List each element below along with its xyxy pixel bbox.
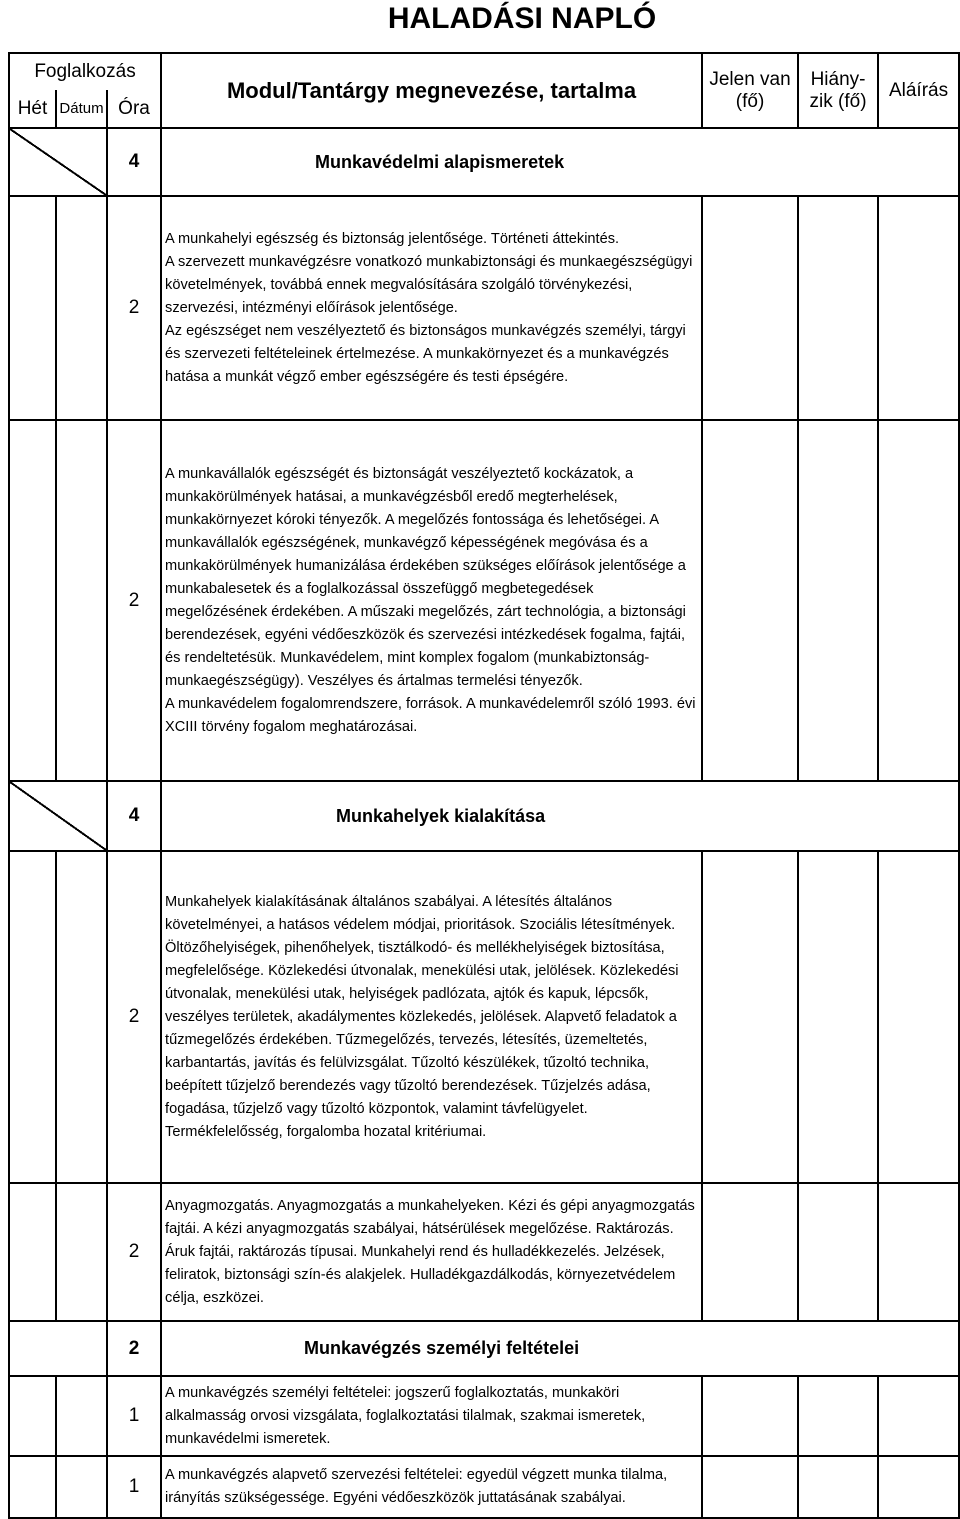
table-row	[9, 1376, 959, 1456]
section-title: Munkavégzés személyi feltételei	[161, 1321, 959, 1376]
header-jelen-van: Jelen van (fő)	[702, 53, 798, 128]
lesson-hours: 2	[107, 1183, 161, 1321]
section-row	[9, 781, 959, 851]
header-foglalkozas: Foglalkozás	[9, 53, 161, 90]
page-title: HALADÁSI NAPLÓ	[387, 2, 657, 35]
header-hianyzik: Hiány- zik (fő)	[798, 53, 878, 128]
table-row	[9, 1456, 959, 1518]
lesson-content: A munkavállalók egészségét és biztonságát veszélyeztető kockázatok, a munkakörülmények hatásai, a munkavégzésből eredő megterhelések, munkakörnyezet kóroki tényezők. A megelőzés fontossága és lehetőségei. A munkavállalók egészségének, munkavégző képességének megóvása és a munkakörülmények humanizálása érdekében szükséges előírások jelentősége a munkabalesetek és a foglalkozással összefüggő megbetegedések megelőzésének érdekében. A műszaki megelőzés, zárt technológia, a biztonsági berendezések, egyéni védőeszközök és szervezési intézkedések fogalma, fajtái, és rendeltetésük. Munkavédelem, mint komplex fogalom (munkabiztonság-munkaegészségügy). Veszélyes és ártalmas termelési tényezők. A munkavédelem fogalomrendszere, források. A munkavédelemről szóló 1993. évi XCIII törvény fogalom meghatározásai.	[161, 420, 702, 781]
diagonal-cell	[9, 781, 107, 851]
lesson-hours: 2	[107, 196, 161, 420]
diagonal-cell	[9, 128, 107, 196]
section-hours: 2	[107, 1321, 161, 1376]
lesson-content: Munkahelyek kialakításának általános szabályai. A létesítés általános követelményei, a hatásos védelem módjai, prioritások. Szociális létesítmények. Öltözőhelyiségek, pihenőhelyek, tisztálkodó- és mellékhelyiségek biztosítása, megfelelősége. Közlekedési útvonalak, menekülési utak, jelölések. Közlekedési útvonalak, menekülési utak, helyiségek padlózata, ajtók és kapuk, lépcsők, veszélyes területek, akadálymentes közlekedés, jelölések. Alapvető feladatok a tűzmegelőzés érdekében. Tűzmegelőzés, tervezés, létesítés, üzemeltetés, karbantartás, javítás és felülvizsgálat. Tűzoltó készülékek, tűzoltó technika, beépített tűzjelző berendezés vagy tűzoltó berendezések. Tűzjelzés adása, fogadása, tűzjelző vagy tűzoltó központok, valamint távfelügyelet. Termékfelelősség, forgalomba hozatal kritériumai.	[161, 851, 702, 1183]
lesson-hours: 1	[107, 1456, 161, 1518]
section-row	[9, 1321, 959, 1376]
header-alairas: Aláírás	[878, 53, 959, 128]
lesson-content: A munkavégzés személyi feltételei: jogszerű foglalkoztatás, munkaköri alkalmasság orvosi vizsgálata, foglalkoztatási tilalmak, szakmai ismeretek, munkavédelmi ismeretek.	[161, 1376, 702, 1456]
header-modul: Modul/Tantárgy megnevezése, tartalma	[161, 53, 702, 128]
table-row	[9, 851, 959, 1183]
lesson-content: Anyagmozgatás. Anyagmozgatás a munkahelyeken. Kézi és gépi anyagmozgatás fajtái. A kézi anyagmozgatás szabályai, hátsérülések megelőzése. Raktározás. Áruk fajtái, raktározás típusai. Munkahelyi rend és hulladékkezelés. Jelzések, feliratok, biztonsági szín-és alakjelek. Hulladékgazdálkodás, környezetvédelem célja, eszközei.	[161, 1183, 702, 1321]
section-hours: 4	[107, 781, 161, 851]
table-row	[9, 1183, 959, 1321]
lesson-content: A munkavégzés alapvető szervezési feltételei: egyedül végzett munka tilalma, irányítás szükségessége. Egyéni védőeszközök juttatásának szabályai.	[161, 1456, 702, 1518]
section-title: Munkahelyek kialakítása	[161, 781, 959, 851]
progress-log-table	[8, 52, 960, 1519]
table-row	[9, 420, 959, 781]
lesson-hours: 2	[107, 851, 161, 1183]
lesson-content: A munkahelyi egészség és biztonság jelentősége. Történeti áttekintés. A szervezett munkavégzésre vonatkozó munkabiztonsági és munkaegészségügyi követelmények, továbbá ennek megvalósítására szolgáló törvénykezési, szervezési, intézményi előírások jelentősége. Az egészséget nem veszélyeztető és biztonságos munkavégzés személyi, tárgyi és szervezeti feltételeinek értelmezése. A munkakörnyezet és a munkavégzés hatása a munkát végző ember egészségére és testi épségére.	[161, 196, 702, 420]
section-title: Munkavédelmi alapismeretek	[161, 128, 959, 196]
table-row	[9, 196, 959, 420]
lesson-hours: 1	[107, 1376, 161, 1456]
header-het: Hét	[9, 90, 56, 128]
section-row	[9, 128, 959, 196]
header-ora: Óra	[107, 90, 161, 128]
section-hours: 4	[107, 128, 161, 196]
lesson-hours: 2	[107, 420, 161, 781]
header-datum: Dátum	[56, 90, 107, 128]
